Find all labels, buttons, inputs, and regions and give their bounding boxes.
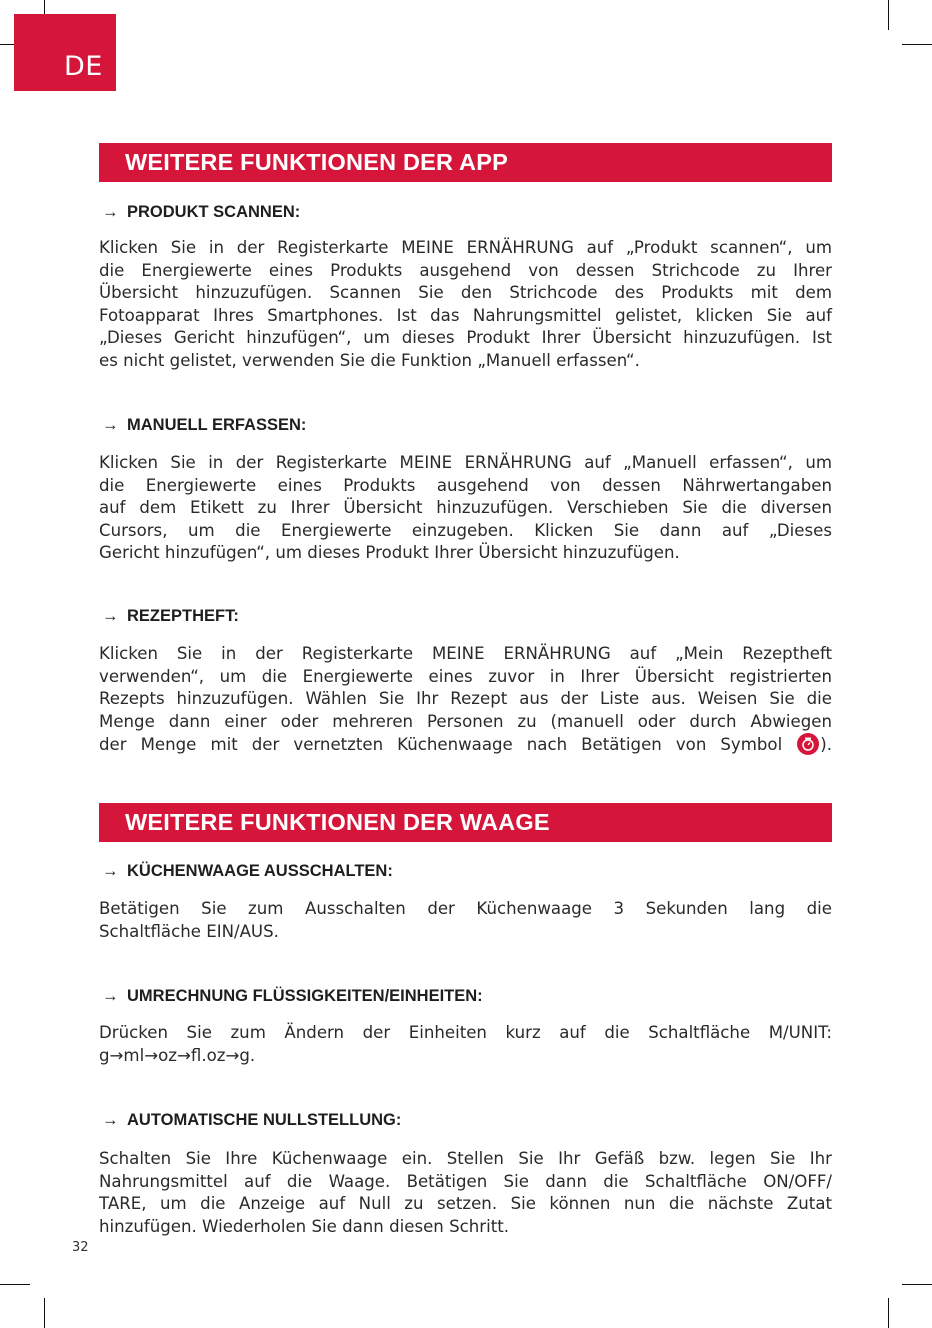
text-line: auf dem Etikett zu Ihrer Übersicht hinzuzufügen. Verschieben Sie die diversen <box>99 498 832 517</box>
text-line: Schaltfläche EIN/AUS. <box>99 921 279 941</box>
text-line: die Energiewerte eines Produkts ausgehend von dessen Strichcode zu Ihrer <box>99 260 832 280</box>
subheading-kuechenwaage-ausschalten <box>102 861 393 881</box>
text-before-icon: der Menge mit der vernetzten Küchenwaage nach Betätigen von Symbol <box>99 735 783 754</box>
subheading-label: AUTOMATISCHE NULLSTELLUNG: <box>127 1111 402 1129</box>
arrow-right-icon: → <box>102 203 119 221</box>
text-line: Fotoapparat Ihres Smartphones. Ist das Nahrungsmittel gelistet, klicken Sie auf <box>99 305 832 325</box>
text-line: Schalten Sie Ihre Küchenwaage ein. Stellen Sie Ihr Gefäß bzw. legen Sie Ihr <box>99 1149 832 1168</box>
text-line: Drücken Sie zum Ändern der Einheiten kurz auf die Schaltfläche M/UNIT: <box>99 1023 832 1042</box>
paragraph-produkt-scannen <box>99 237 832 372</box>
text-line: Klicken Sie in der Registerkarte MEINE ERNÄHRUNG auf „Produkt scannen“, um <box>99 238 832 257</box>
text-line: „Dieses Gericht hinzufügen“, um dieses Produkt Ihrer Übersicht hinzuzufügen. Ist <box>99 328 832 347</box>
subheading-automatische-nullstellung <box>102 1110 401 1130</box>
crop-mark <box>44 1298 45 1328</box>
paragraph-umrechnung <box>99 1022 832 1067</box>
paragraph-rezeptheft <box>99 643 832 757</box>
arrow-right-icon: → <box>102 1111 119 1129</box>
section-title-app: WEITERE FUNKTIONEN DER APP <box>99 143 832 182</box>
paragraph-manuell-erfassen <box>99 452 832 565</box>
text-after-icon: ). <box>820 735 832 754</box>
text-line: Rezepts hinzuzufügen. Wählen Sie Ihr Rezept aus der Liste aus. Weisen Sie die <box>99 689 832 708</box>
text-line: die Energiewerte eines Produkts ausgehend von dessen Nährwertangaben <box>99 475 832 495</box>
text-line: Gericht hinzufügen“, um dieses Produkt Ihrer Übersicht hinzuzufügen. <box>99 543 680 562</box>
crop-mark <box>888 1298 889 1328</box>
subheading-umrechnung <box>102 986 483 1006</box>
language-label: DE <box>64 51 103 82</box>
text-line: Nahrungsmittel auf die Waage. Betätigen Sie dann die Schaltfläche ON/OFF/ <box>99 1171 832 1191</box>
text-line: g→ml→oz→fl.oz→g. <box>99 1045 256 1065</box>
text-line: Klicken Sie in der Registerkarte MEINE ERNÄHRUNG auf „Mein Rezeptheft <box>99 644 832 663</box>
arrow-right-icon: → <box>102 607 119 625</box>
subheading-label: REZEPTHEFT: <box>127 607 239 625</box>
text-line: verwenden“, um die Energiewerte eines zuvor in Ihrer Übersicht registrierten <box>99 666 832 686</box>
arrow-right-icon: → <box>102 987 119 1005</box>
paragraph-automatische-nullstellung <box>99 1148 832 1238</box>
arrow-right-icon: → <box>102 416 119 434</box>
crop-mark <box>902 44 932 45</box>
subheading-label: UMRECHNUNG FLÜSSIGKEITEN/EINHEITEN: <box>127 987 483 1005</box>
section-title-waage: WEITERE FUNKTIONEN DER WAAGE <box>99 803 832 842</box>
text-line: Betätigen Sie zum Ausschalten der Küchenwaage 3 Sekunden lang die <box>99 899 832 918</box>
text-line-with-icon <box>99 733 832 757</box>
text-line: hinzufügen. Wiederholen Sie dann diesen Schritt. <box>99 1216 509 1236</box>
paragraph-kuechenwaage-ausschalten <box>99 898 832 943</box>
subheading-manuell-erfassen <box>102 415 306 435</box>
text-line: Klicken Sie in der Registerkarte MEINE ERNÄHRUNG auf „Manuell erfassen“, um <box>99 453 832 472</box>
subheading-label: KÜCHENWAAGE AUSSCHALTEN: <box>127 862 393 880</box>
subheading-label: MANUELL ERFASSEN: <box>127 416 307 434</box>
page-number: 32 <box>72 1240 89 1255</box>
subheading-rezeptheft <box>102 606 239 626</box>
subheading-produkt-scannen <box>102 202 300 222</box>
text-line: TARE, um die Anzeige auf Null zu setzen. Sie können nun die nächste Zutat <box>99 1194 832 1213</box>
subheading-label: PRODUKT SCANNEN: <box>127 203 301 221</box>
crop-mark <box>0 1284 30 1285</box>
crop-mark <box>902 1284 932 1285</box>
text-line: es nicht gelistet, verwenden Sie die Funktion „Manuell erfassen“. <box>99 350 640 370</box>
text-line: Cursors, um die Energiewerte einzugeben. Klicken Sie dann auf „Dieses <box>99 520 832 540</box>
text-line: Übersicht hinzuzufügen. Scannen Sie den Strichcode des Produkts mit dem <box>99 283 832 302</box>
text-line: Menge dann einer oder mehreren Personen zu (manuell oder durch Abwiegen <box>99 711 832 731</box>
arrow-right-icon: → <box>102 862 119 880</box>
crop-mark <box>888 0 889 30</box>
scale-icon <box>797 733 819 755</box>
